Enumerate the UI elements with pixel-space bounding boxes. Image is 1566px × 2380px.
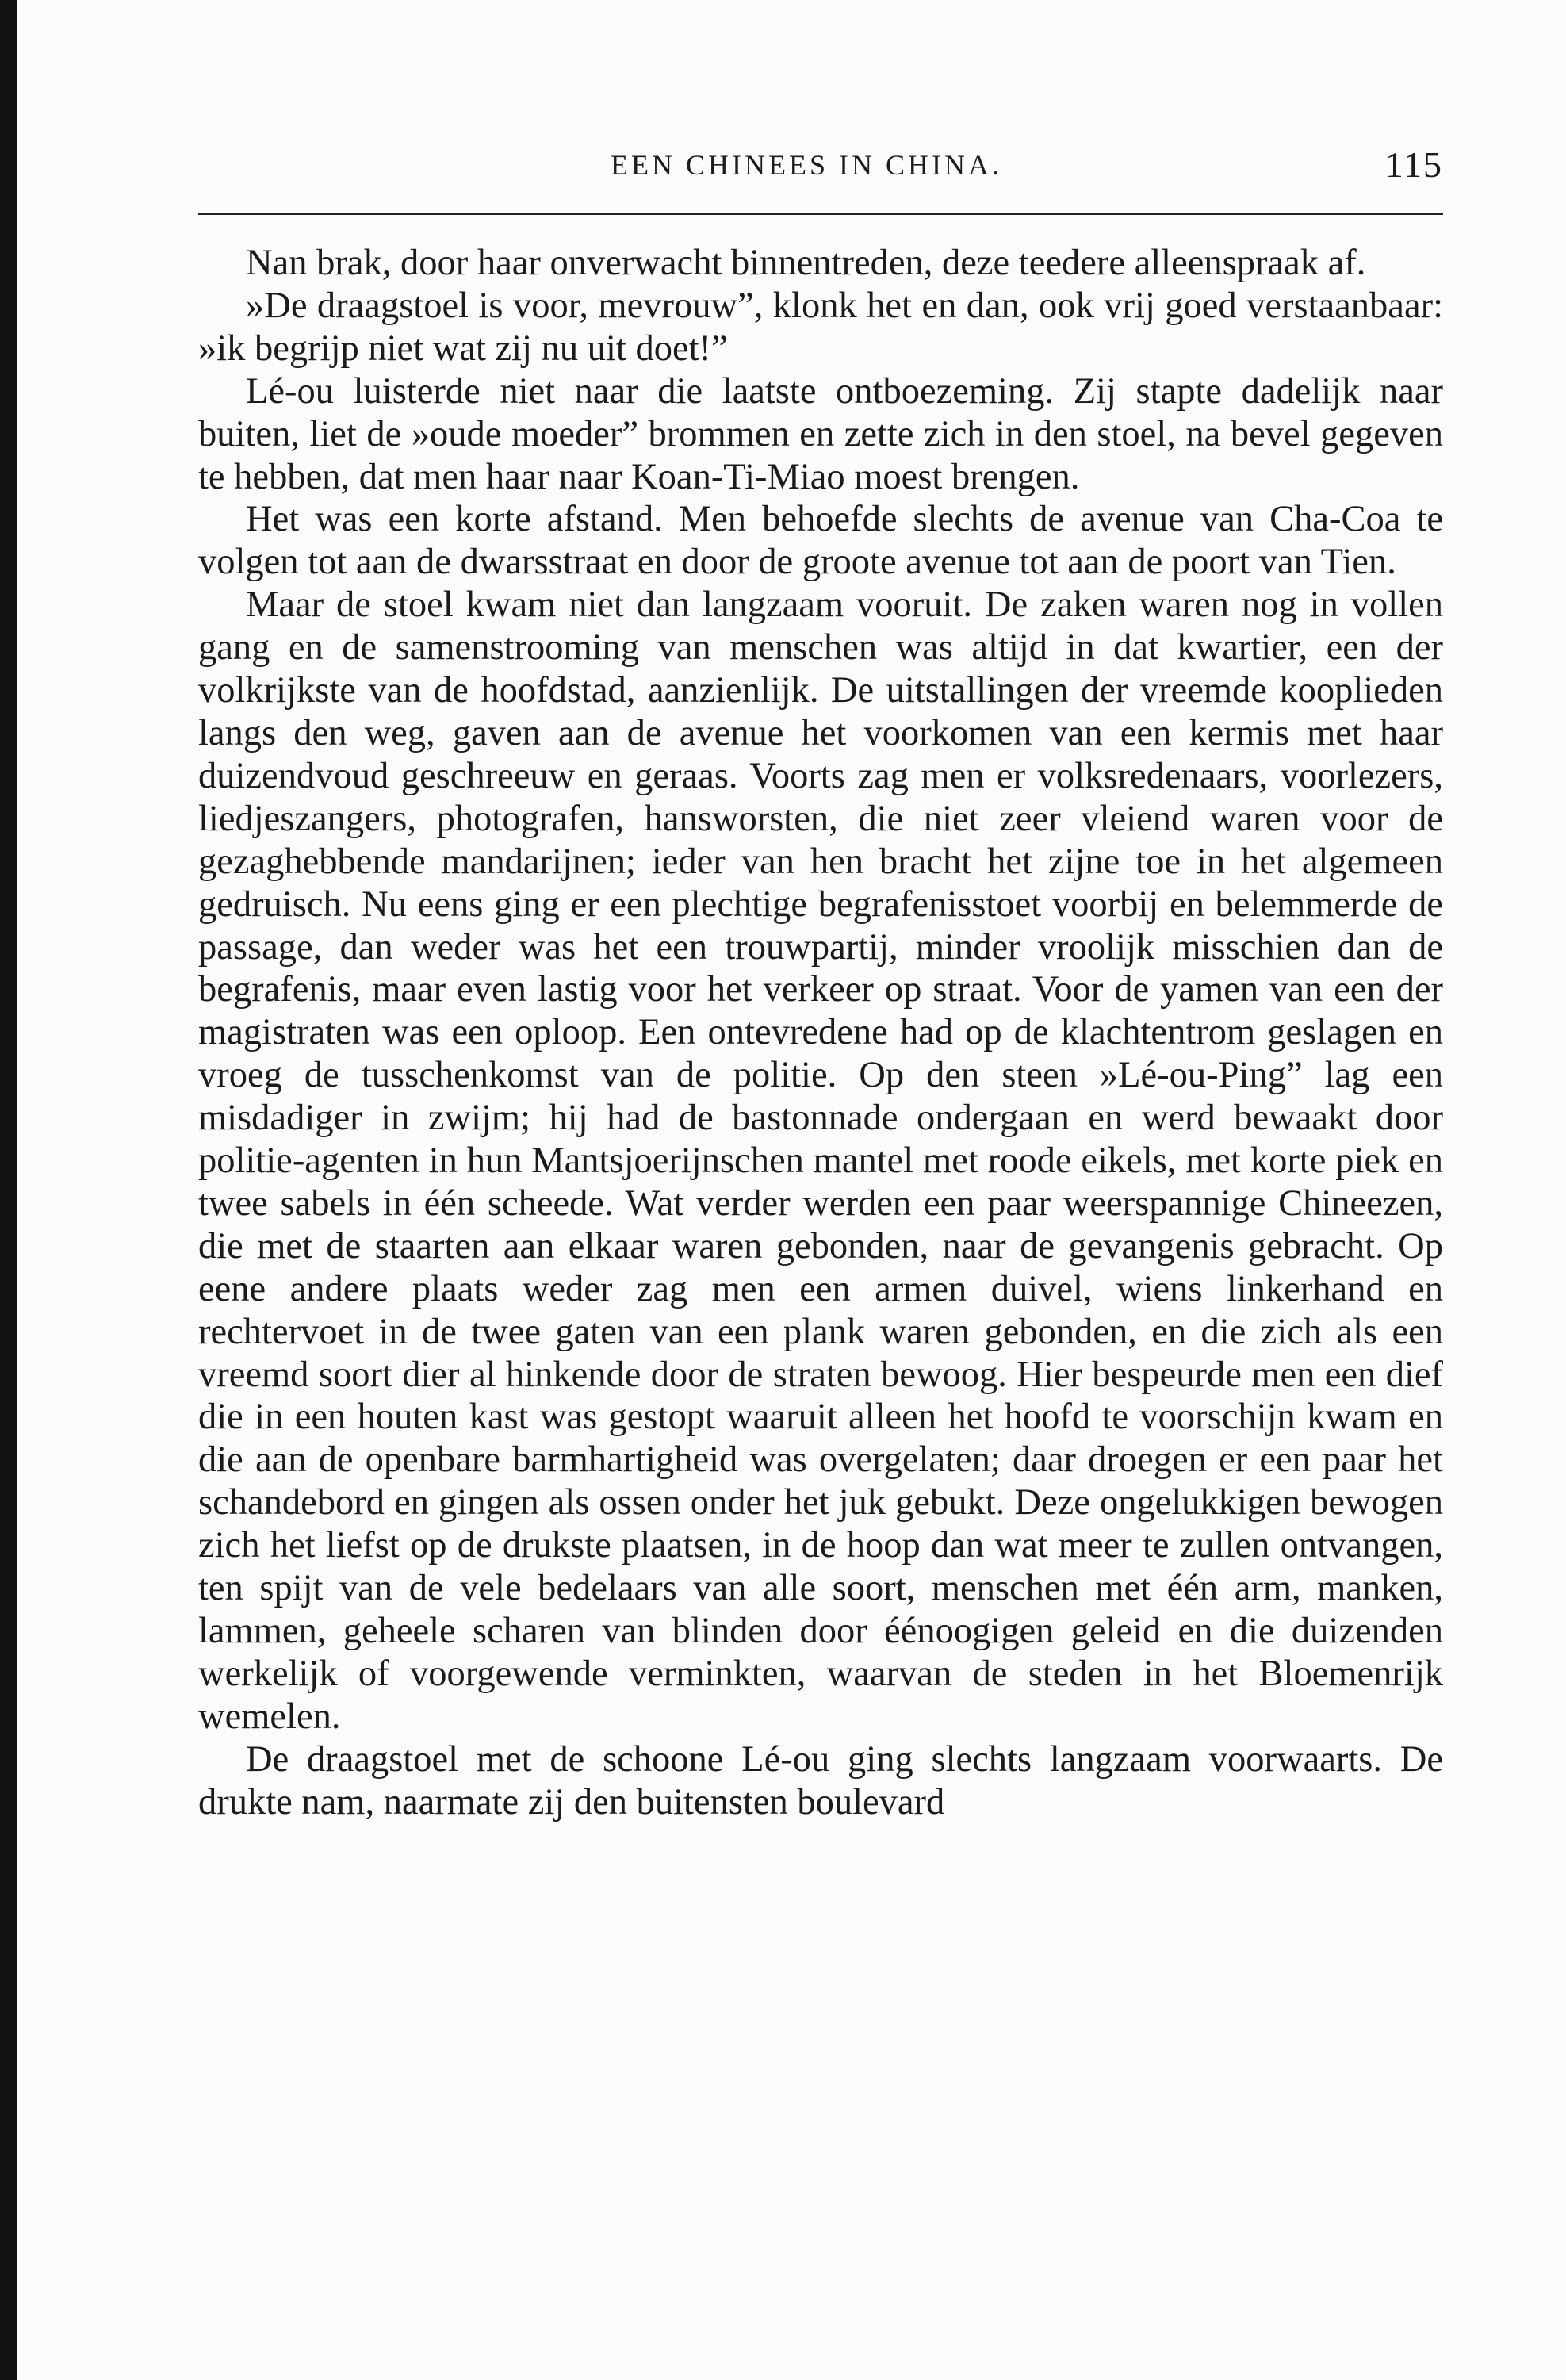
paragraph-2: »De draagstoel is voor, mevrouw”, klonk het en dan, ook vrij goed verstaanbaar: »ik begrijp niet wat zij nu uit doet!” bbox=[198, 285, 1443, 369]
page-binding-edge bbox=[0, 0, 17, 2380]
page-number: 115 bbox=[1384, 144, 1443, 185]
running-title: EEN CHINEES IN CHINA. bbox=[611, 149, 1002, 181]
page-body bbox=[198, 242, 1443, 1824]
paragraph-4: Het was een korte afstand. Men behoefde slechts de avenue van Cha-Coa te volgen tot aan de dwarsstraat en door de groote avenue tot aan de poort van Tien. bbox=[198, 499, 1443, 583]
paragraph-6: De draagstoel met de schoone Lé-ou ging slechts langzaam voorwaarts. De drukte nam, naarmate zij den buitensten boulevard bbox=[198, 1738, 1443, 1822]
paragraph-3: Lé-ou luisterde niet naar die laatste ontboezeming. Zij stapte dadelijk naar buiten, liet de »oude moeder” brommen en zette zich in den stoel, na bevel gegeven te hebben, dat men haar naar Koan-Ti-Miao moest brengen. bbox=[198, 370, 1443, 497]
header-rule bbox=[198, 213, 1443, 215]
paragraph-5: Maar de stoel kwam niet dan langzaam vooruit. De zaken waren nog in vollen gang en de samenstrooming van menschen was altijd in dat kwartier, een der volkrijkste van de hoofdstad, aanzienlijk. De uitstallingen der vreemde kooplieden langs den weg, gaven aan de avenue het voorkomen van een kermis met haar duizendvoud geschreeuw en geraas. Voorts zag men er volksredenaars, voorlezers, liedjeszangers, photografen, hansworsten, die niet zeer vleiend waren voor de gezaghebbende mandarijnen; ieder van hen bracht het zijne toe in het algemeen gedruisch. Nu eens ging er een plechtige begrafenisstoet voorbij en belemmerde de passage, dan weder was het een trouwpartij, minder vroolijk misschien dan de begrafenis, maar even lastig voor het verkeer op straat. Voor de yamen van een der magistraten was een oploop. Een ontevredene had op de klachtentrom geslagen en vroeg de tusschenkomst van de politie. Op den steen »Lé-ou-Ping” lag een misdadiger in zwijm; hij had de bastonnade ondergaan en werd bewaakt door politie-agenten in hun Mantsjoerijnschen mantel met roode eikels, met korte piek en twee sabels in één scheede. Wat verder werden een paar weerspannige Chineezen, die met de staarten aan elkaar waren gebonden, naar de gevangenis gebracht. Op eene andere plaats weder zag men een armen duivel, wiens linkerhand en rechtervoet in de twee gaten van een plank waren gebonden, en die zich als een vreemd soort dier al hinkende door de straten bewoog. Hier bespeurde men een dief die in een houten kast was gestopt waaruit alleen het hoofd te voorschijn kwam en die aan de openbare barmhartigheid was overgelaten; daar droegen er een paar het schandebord en gingen als ossen onder het juk gebukt. Deze ongelukkigen bewogen zich het liefst op de drukste plaatsen, in de hoop dan wat meer te zullen ontvangen, ten spijt van de vele bedelaars van alle soort, menschen met één arm, manken, lammen, geheele scharen van blinden door éénoogigen geleid en die duizenden werkelijk of voorgewende verminkten, waarvan de steden in het Bloemenrijk wemelen. bbox=[198, 584, 1443, 1737]
paragraph-1: Nan brak, door haar onverwacht binnentreden, deze teedere alleenspraak af. bbox=[246, 243, 1366, 283]
running-head bbox=[198, 141, 1443, 189]
